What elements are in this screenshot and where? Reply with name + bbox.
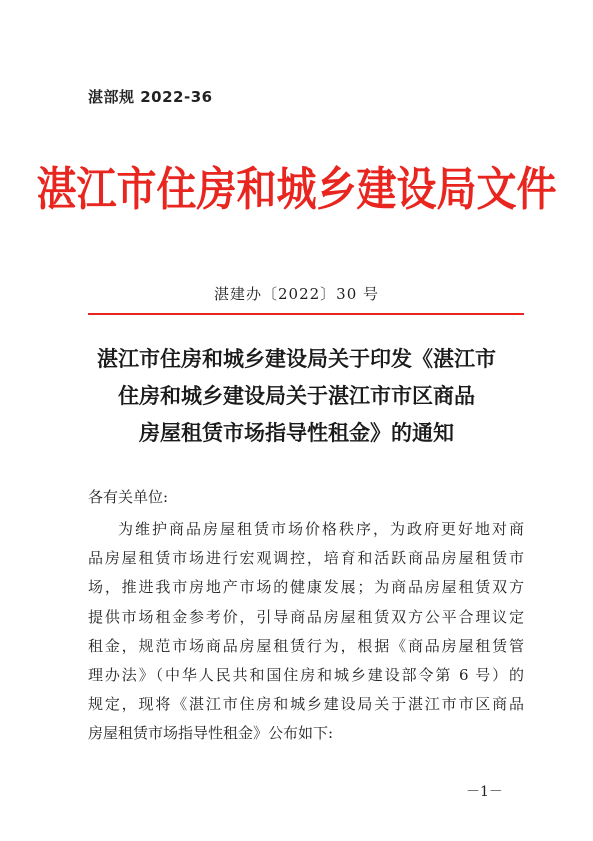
body-line: 提供市场租金参考价，引导商品房屋租赁双方公平合理议定 (88, 607, 524, 626)
body-line: 房屋租赁市场指导性租金》公布如下: (88, 724, 334, 743)
title-line: 湛江市住房和城乡建设局关于印发《湛江市 (97, 346, 496, 371)
body-line: 租金，规范市场商品房屋租赁行为，根据《商品房屋租赁管 (88, 636, 524, 655)
body-paragraph (88, 515, 524, 749)
page-number: －1－ (466, 784, 503, 800)
body-line: 品房屋租赁市场进行宏观调控，培育和活跃商品房屋租赁市 (88, 549, 524, 568)
body-line: 为维护商品房屋租赁市场价格秩序，为政府更好地对商 (118, 520, 524, 538)
title-line: 房屋租赁市场指导性租金》的通知 (139, 420, 454, 445)
document-number: 湛建办〔2022〕30 号 (213, 285, 380, 303)
red-divider (88, 313, 524, 315)
title-line: 住房和城乡建设局关于湛江市市区商品 (118, 383, 475, 408)
body-line: 场，推进我市房地产市场的健康发展；为商品房屋租赁双方 (88, 578, 524, 597)
salutation: 各有关单位: (88, 488, 169, 506)
document-code: 湛部规 2022-36 (88, 88, 213, 106)
notice-title (60, 340, 533, 451)
masthead-title: 湛江市住房和城乡建设局文件 (36, 162, 557, 217)
body-line: 理办法》（中华人民共和国住房和城乡建设部令第 6 号）的 (88, 666, 524, 685)
body-line: 规定，现将《湛江市住房和城乡建设局关于湛江市市区商品 (88, 695, 524, 714)
